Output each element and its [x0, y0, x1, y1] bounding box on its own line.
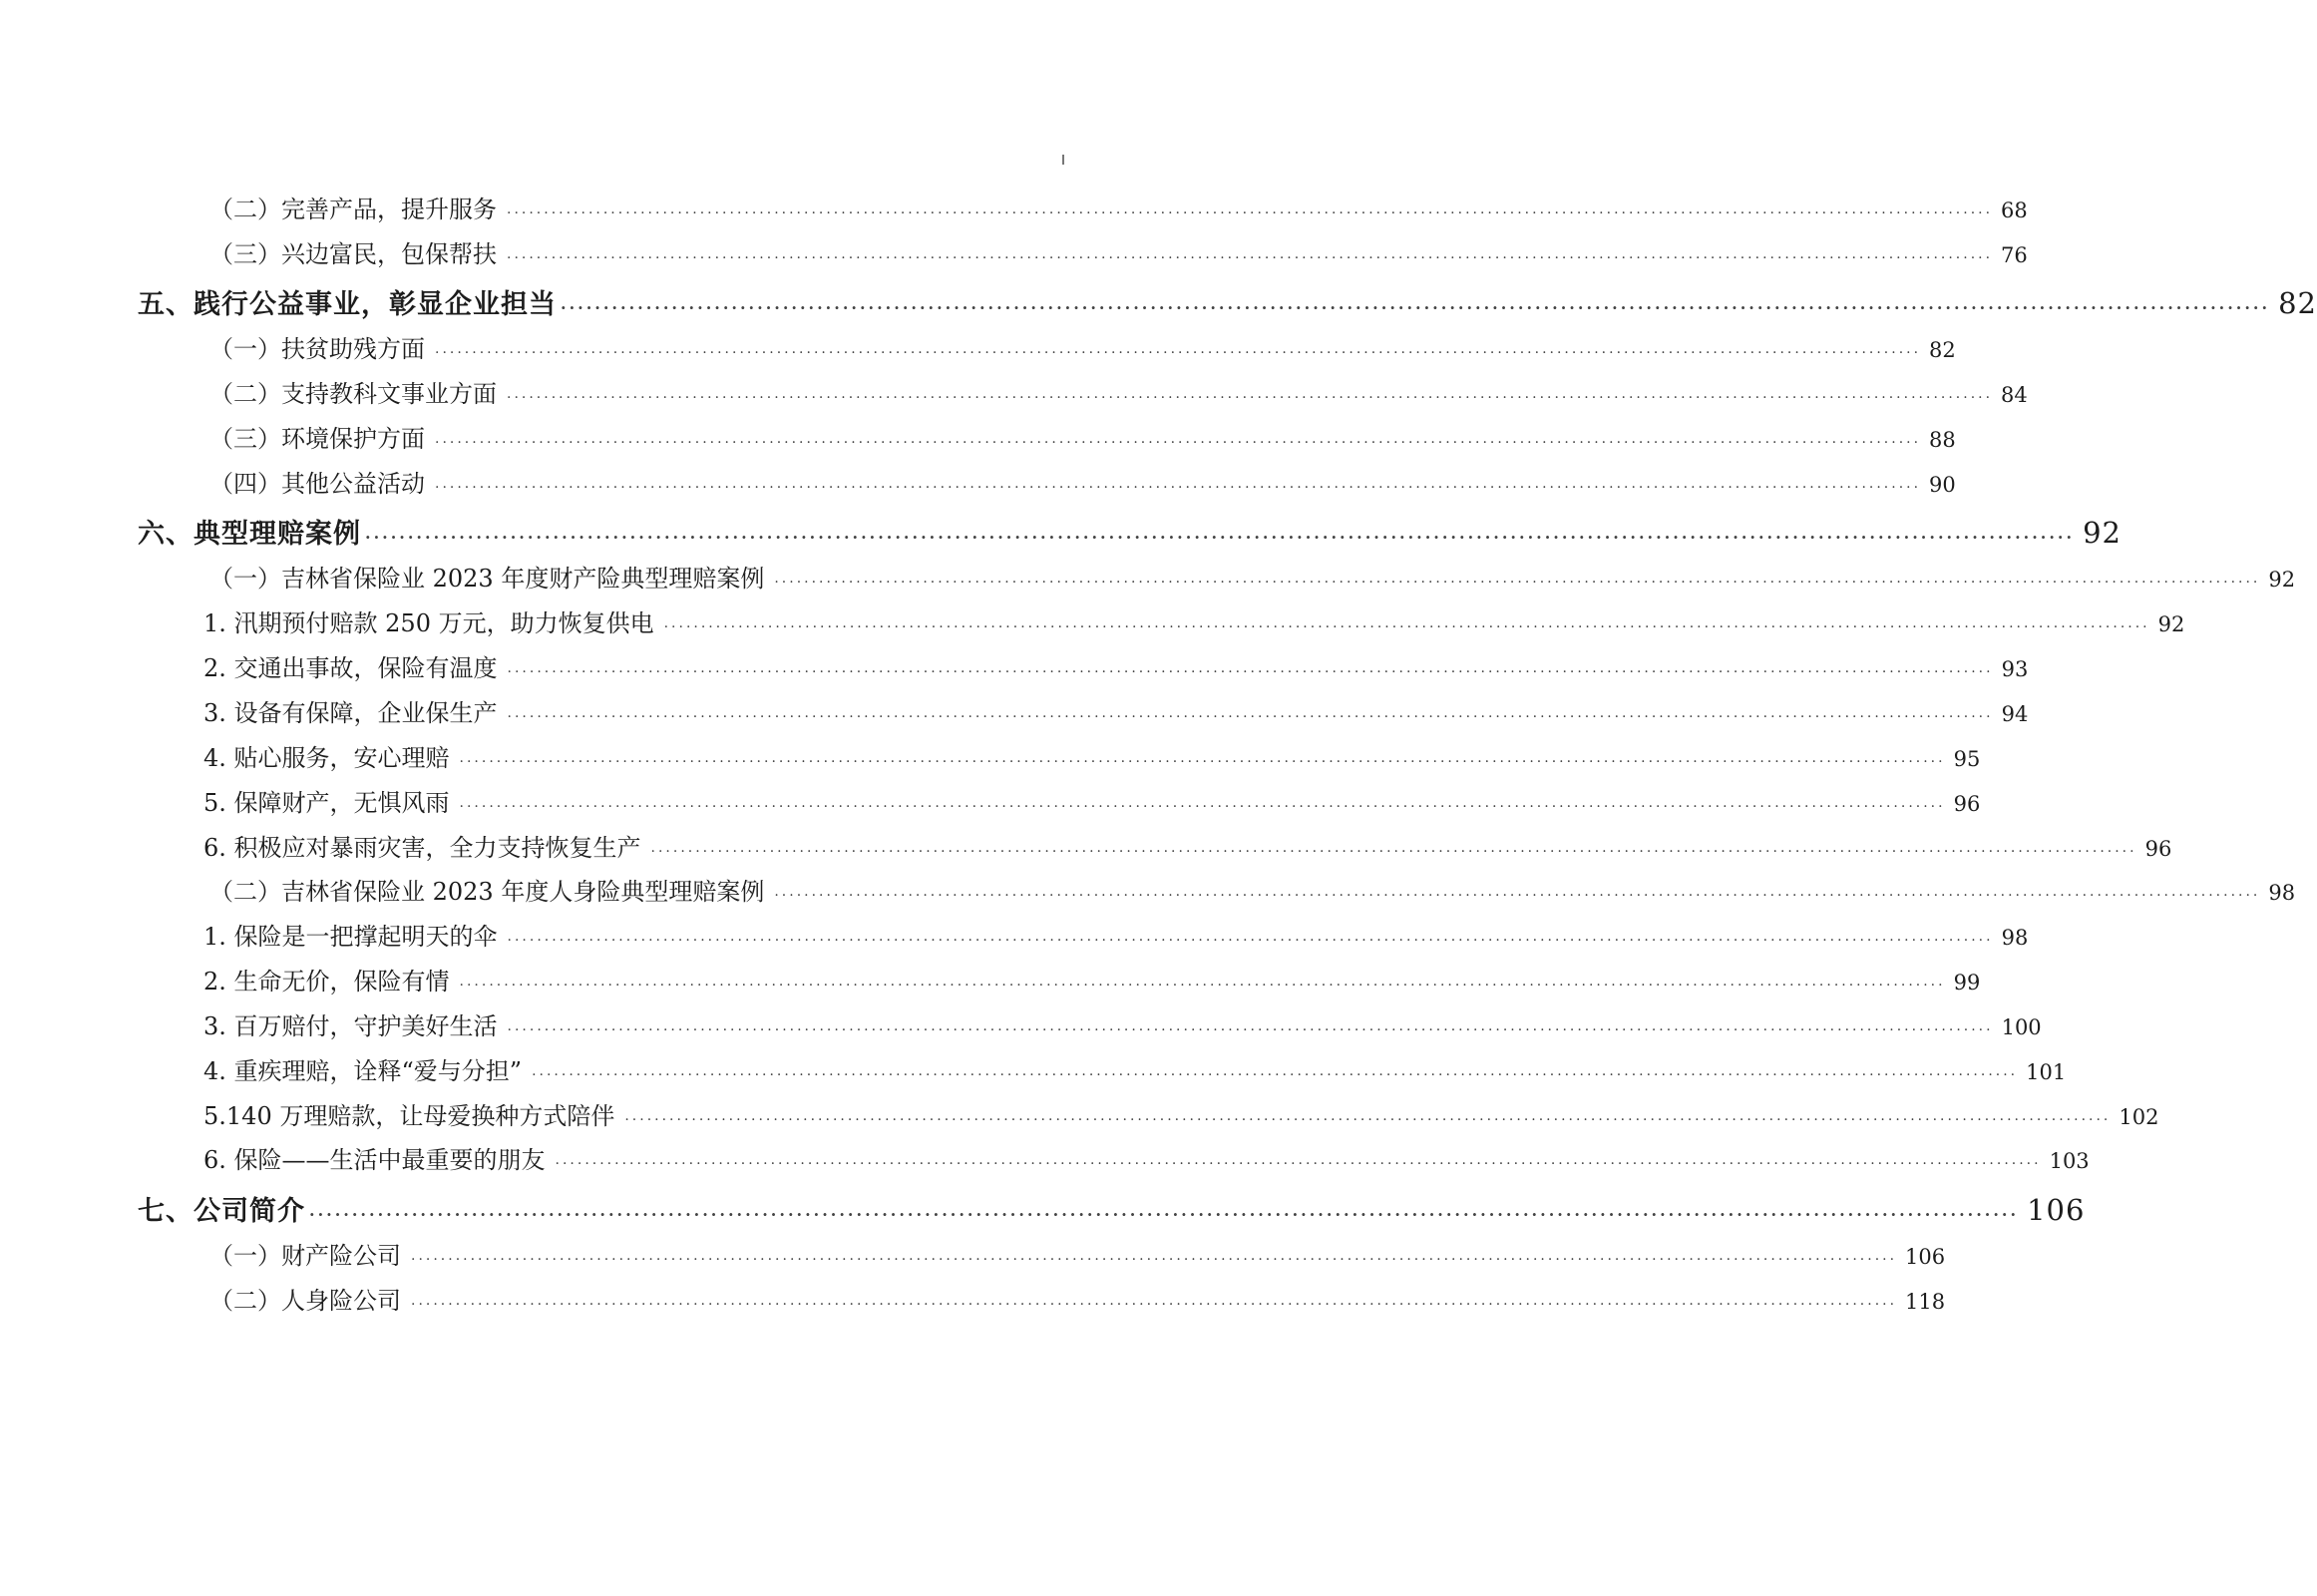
toc-entry-page: 88 — [1929, 428, 1956, 452]
toc-entry-label: （一）吉林省保险业 2023 年度财产险典型理赔案例 — [209, 565, 765, 593]
toc-entry-page: 96 — [2144, 837, 2172, 861]
toc-entry-label: （一）扶贫助残方面 — [209, 335, 425, 363]
toc-entry-label: （一）财产险公司 — [209, 1242, 401, 1270]
dot-leader: ········································································································································································································ — [309, 1205, 2020, 1224]
toc-entry-page: 90 — [1929, 473, 1956, 497]
toc-entry-label: 七、公司简介 — [138, 1196, 305, 1227]
toc-section-heading[interactable] — [138, 282, 2317, 321]
toc-entry-page: 102 — [2119, 1105, 2159, 1129]
dot-leader: ········································································································································································································ — [507, 1022, 1994, 1038]
dot-leader: ········································································································································································································ — [561, 298, 2271, 317]
toc-entry-label: 3. 百万赔付，守护美好生活 — [203, 1012, 498, 1040]
toc-entry-page: 103 — [2049, 1149, 2090, 1173]
toc-entry-page: 98 — [2268, 881, 2296, 905]
toc-entry-label: 6. 积极应对暴雨灾害，全力支持恢复生产 — [203, 834, 641, 862]
toc-section-heading[interactable] — [138, 1189, 2086, 1228]
dot-leader: ········································································································································································································ — [624, 1112, 2112, 1128]
toc-entry-label: （二）支持教科文事业方面 — [209, 380, 497, 408]
toc-entry-page: 94 — [2001, 702, 2029, 726]
dot-leader: ········································································································································································································ — [411, 1252, 1898, 1268]
toc-entry[interactable] — [209, 329, 1956, 364]
toc-entry-page: 95 — [1953, 747, 1981, 771]
toc-entry-label: 1. 汛期预付赔款 250 万元，助力恢复供电 — [203, 609, 654, 637]
toc-entry-label: （三）兴边富民，包保帮扶 — [209, 240, 497, 268]
toc-entry-label: 5.140 万理赔款，让母爱换种方式陪伴 — [203, 1102, 615, 1130]
toc-entry-label: （二）完善产品，提升服务 — [209, 196, 497, 223]
dot-leader: ········································································································································································································ — [507, 250, 1994, 266]
toc-entry[interactable] — [209, 464, 1956, 499]
toc-entry[interactable] — [203, 962, 1981, 997]
toc-entry-page: 106 — [2027, 1193, 2086, 1227]
toc-entry-label: （二）吉林省保险业 2023 年度人身险典型理赔案例 — [209, 878, 765, 906]
toc-entry-label: 六、典型理赔案例 — [138, 519, 361, 550]
toc-entry-label: 5. 保障财产，无惧风雨 — [203, 789, 450, 817]
toc-entry[interactable] — [203, 603, 2185, 638]
toc-entry[interactable] — [203, 1096, 2159, 1131]
toc-entry[interactable] — [203, 783, 1981, 818]
toc-entry-page: 99 — [1953, 971, 1981, 995]
toc-entry[interactable] — [209, 559, 2296, 594]
toc-entry[interactable] — [203, 1140, 2090, 1175]
dot-leader: ········································································································································································································ — [459, 978, 1946, 994]
dot-leader: ········································································································································································································ — [507, 664, 1994, 680]
dot-leader: ········································································································································································································ — [774, 888, 2261, 904]
toc-entry[interactable] — [203, 648, 2029, 683]
dot-leader: ········································································································································································································ — [507, 709, 1994, 725]
dot-leader: ········································································································································································································ — [555, 1156, 2042, 1172]
page-edge-mark — [1062, 155, 1064, 165]
toc-section-heading[interactable] — [138, 512, 2122, 551]
toc-entry-page: 92 — [2157, 612, 2185, 636]
toc-entry[interactable] — [209, 872, 2296, 907]
toc-entry[interactable] — [209, 234, 2028, 269]
dot-leader: ········································································································································································································ — [774, 575, 2261, 591]
toc-entry[interactable] — [203, 917, 2029, 952]
toc-entry-page: 93 — [2001, 657, 2029, 681]
toc-entry[interactable] — [209, 419, 1956, 454]
toc-entry[interactable] — [209, 1281, 1946, 1316]
toc-entry[interactable] — [203, 693, 2029, 728]
toc-entry[interactable] — [203, 1051, 2067, 1086]
dot-leader: ········································································································································································································ — [663, 619, 2150, 635]
toc-entry-page: 82 — [2278, 286, 2317, 320]
toc-entry[interactable] — [209, 1236, 1946, 1271]
dot-leader: ········································································································································································································ — [411, 1297, 1898, 1313]
dot-leader: ········································································································································································································ — [507, 205, 1994, 221]
dot-leader: ········································································································································································································ — [507, 390, 1994, 406]
toc-entry-label: 2. 交通出事故，保险有温度 — [203, 654, 498, 682]
toc-entry[interactable] — [203, 738, 1981, 773]
toc-entry-label: 五、践行公益事业，彰显企业担当 — [138, 289, 557, 320]
toc-entry[interactable] — [209, 190, 2028, 224]
toc-entry-label: 6. 保险——生活中最重要的朋友 — [203, 1146, 546, 1174]
toc-entry-label: 2. 生命无价，保险有情 — [203, 968, 450, 996]
toc-entry-label: 4. 重疾理赔，诠释“爱与分担” — [203, 1057, 523, 1085]
toc-entry-page: 92 — [2268, 568, 2296, 592]
toc-entry-page: 118 — [1905, 1290, 1946, 1314]
dot-leader: ········································································································································································································ — [507, 933, 1994, 949]
toc-entry[interactable] — [203, 828, 2172, 863]
toc-entry-label: 1. 保险是一把撑起明天的伞 — [203, 923, 498, 951]
toc-entry-page: 76 — [2001, 243, 2028, 267]
toc-entry-page: 84 — [2001, 383, 2028, 407]
dot-leader: ········································································································································································································ — [459, 754, 1946, 770]
toc-entry-page: 100 — [2001, 1015, 2042, 1039]
dot-leader: ········································································································································································································ — [650, 844, 2137, 860]
toc-entry[interactable] — [203, 1006, 2042, 1041]
toc-entry-label: （二）人身险公司 — [209, 1287, 401, 1315]
toc-entry-label: 3. 设备有保障，企业保生产 — [203, 699, 498, 727]
dot-leader: ········································································································································································································ — [459, 799, 1946, 815]
toc-entry-label: （四）其他公益活动 — [209, 470, 425, 498]
toc-entry-page: 106 — [1905, 1245, 1946, 1269]
dot-leader: ········································································································································································································ — [435, 345, 1922, 361]
dot-leader: ········································································································································································································ — [365, 528, 2076, 547]
toc-entry-page: 101 — [2026, 1060, 2067, 1084]
toc-entry[interactable] — [209, 374, 2028, 409]
dot-leader: ········································································································································································································ — [435, 480, 1922, 496]
toc-entry-page: 68 — [2001, 199, 2028, 222]
toc-entry-label: 4. 贴心服务，安心理赔 — [203, 744, 450, 772]
toc-entry-label: （三）环境保护方面 — [209, 425, 425, 453]
dot-leader: ········································································································································································································ — [532, 1067, 2019, 1083]
toc-entry-page: 98 — [2001, 926, 2029, 950]
toc-entry-page: 82 — [1929, 338, 1956, 362]
dot-leader: ········································································································································································································ — [435, 435, 1922, 451]
toc-entry-page: 96 — [1953, 792, 1981, 816]
toc-entry-page: 92 — [2083, 516, 2122, 550]
